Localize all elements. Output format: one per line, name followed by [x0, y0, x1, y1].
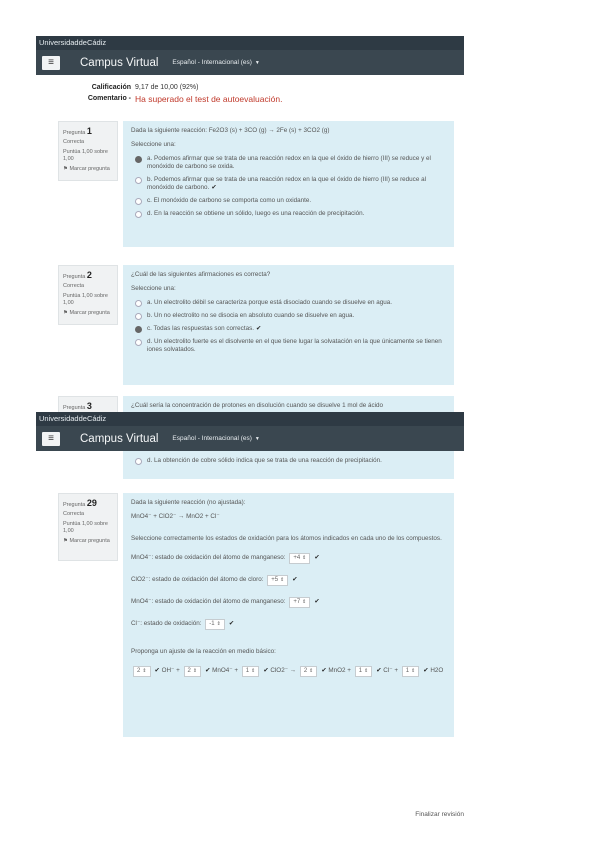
- grade-value: 9,17 de 10,00 (92%): [135, 84, 199, 91]
- oxidation-select-3[interactable]: +7 ⇕: [289, 597, 310, 608]
- question-state: Correcta: [63, 139, 85, 145]
- coef-select-4[interactable]: 2 ⇕: [300, 666, 318, 677]
- comment-value: Ha superado el test de autoevaluación.: [135, 93, 283, 104]
- screenshot-top: [36, 36, 464, 412]
- check-icon: ✔: [423, 667, 429, 674]
- university-logo[interactable]: UniversidaddeCádiz: [39, 38, 107, 47]
- check-icon: ✔: [205, 667, 211, 674]
- question-prompt: Seleccione una:: [131, 141, 176, 148]
- university-logo[interactable]: UniversidaddeCádiz: [39, 414, 107, 423]
- answer-option-a[interactable]: a. Podemos afirmar que se trata de una reacción redox en la que el óxido de hierro (III) se reduce y el monóxido de carbono se oxida.: [131, 155, 446, 171]
- radio[interactable]: [135, 177, 142, 184]
- grade-label: Calificación: [91, 84, 131, 91]
- oxidation-row-3: MnO4⁻: estado de oxidación del átomo de manganeso: +7 ⇕ ✔: [131, 597, 446, 608]
- check-icon: ✔: [211, 184, 217, 191]
- oxidation-select-2[interactable]: +5 ⇕: [267, 575, 288, 586]
- oxidation-select-4[interactable]: -1 ⇕: [205, 619, 225, 630]
- oxidation-row-2: ClO2⁻: estado de oxidación del átomo de cloro: +5 ⇕ ✔: [131, 575, 446, 586]
- question-text: Dada la siguiente reacción: Fe2O3 (s) + 3CO (g) → 2Fe (s) + 3CO2 (g): [131, 127, 330, 134]
- navbar: [36, 426, 464, 451]
- screenshot-bottom: [36, 412, 464, 818]
- answer-option-c[interactable]: c. El monóxido de carbono se comporta como un oxidante.: [131, 197, 446, 205]
- coef-select-1[interactable]: 2 ⇕: [133, 666, 151, 677]
- coef-select-3[interactable]: 1 ⇕: [242, 666, 260, 677]
- question-number: Pregunta 1: [63, 126, 92, 136]
- question-grade: Puntúa 1,00 sobre 1,00: [63, 521, 108, 534]
- oxidation-select-1[interactable]: +4 ⇕: [289, 553, 310, 564]
- answer-option-a[interactable]: a. Un electrolito débil se caracteriza porque está disociado cuando se disuelve en agua.: [131, 299, 446, 307]
- radio[interactable]: [135, 458, 142, 465]
- answer-option-d[interactable]: d. Un electrolito fuerte es el disolvente en el que tiene lugar la solvatación en la que únicamente se tienen iones solvatados.: [131, 338, 446, 354]
- oxidation-row-4: Cl⁻: estado de oxidación: -1 ⇕ ✔: [131, 619, 446, 630]
- oxidation-row-1: MnO4⁻: estado de oxidación del átomo de manganeso: +4 ⇕ ✔: [131, 553, 446, 564]
- check-icon: ✔: [321, 667, 327, 674]
- radio[interactable]: [135, 339, 142, 346]
- question-number: Pregunta 2: [63, 270, 92, 280]
- quiz-summary: [36, 82, 464, 104]
- navbar: [36, 50, 464, 75]
- comment-label: Comentario -: [87, 95, 131, 102]
- question-state: Correcta: [63, 283, 85, 289]
- question-body: [123, 451, 454, 479]
- question-info: [58, 265, 118, 325]
- university-bar: [36, 412, 464, 426]
- balance-prompt: Proponga un ajuste de la reacción en medio básico:: [131, 648, 276, 655]
- balance-equation: 2 ⇕ ✔ OH⁻ + 2 ⇕ ✔ MnO4⁻ + 1 ⇕ ✔ ClO2⁻ → 2 ⇕ ✔ MnO2 + 1 ⇕ ✔ Cl⁻ + 1 ⇕ ✔ H2O: [131, 664, 446, 678]
- radio-selected[interactable]: [135, 156, 142, 163]
- question-info: [58, 121, 118, 181]
- brand-title[interactable]: Campus Virtual: [80, 56, 159, 69]
- language-selector[interactable]: Español - Internacional (es) ▼: [172, 435, 260, 442]
- question-text: ¿Cuál de las siguientes afirmaciones es correcta?: [131, 271, 271, 278]
- flag-question-link[interactable]: ⚑ Marcar pregunta: [63, 538, 110, 544]
- question-body: [123, 265, 454, 385]
- check-icon: ✔: [314, 554, 320, 561]
- question-prompt: Seleccione una:: [131, 285, 176, 292]
- radio[interactable]: [135, 313, 142, 320]
- check-icon: ✔: [376, 667, 382, 674]
- check-icon: ✔: [255, 325, 262, 332]
- brand-title[interactable]: Campus Virtual: [80, 432, 159, 445]
- caret-down-icon: ▼: [254, 60, 260, 66]
- flag-question-link[interactable]: ⚑ Marcar pregunta: [63, 166, 110, 172]
- radio-selected[interactable]: [135, 326, 142, 333]
- answer-option-d[interactable]: d. En la reacción se obtiene un sólido, luego es una reacción de precipitación.: [131, 210, 446, 218]
- answer-option-d[interactable]: d. La obtención de cobre sólido indica que se trata de una reacción de precipitación.: [131, 457, 446, 465]
- menu-icon[interactable]: ≡: [42, 56, 60, 70]
- check-icon: ✔: [314, 598, 320, 605]
- check-icon: ✔: [228, 620, 235, 627]
- radio[interactable]: [135, 211, 142, 218]
- select-arrows-icon: ⇕: [302, 555, 307, 561]
- select-arrows-icon: ⇕: [216, 621, 221, 627]
- question-info: [58, 493, 118, 561]
- finish-review-link[interactable]: Finalizar revisión: [415, 811, 464, 818]
- check-icon: ✔: [292, 576, 298, 583]
- question-text: Dada la siguiente reacción (no ajustada):: [131, 499, 246, 506]
- select-arrows-icon: ⇕: [302, 599, 307, 605]
- university-bar: [36, 36, 464, 50]
- question-body: [123, 121, 454, 247]
- question-number: Pregunta 3: [63, 401, 92, 411]
- caret-down-icon: ▼: [254, 436, 260, 442]
- answer-option-b[interactable]: b. Podemos afirmar que se trata de una reacción redox en la que el óxido de hierro (III) se reduce al monóxido de carbono. ✔: [131, 176, 446, 192]
- question-grade: Puntúa 1,00 sobre 1,00: [63, 293, 108, 306]
- radio[interactable]: [135, 198, 142, 205]
- select-arrows-icon: ⇕: [280, 577, 285, 583]
- language-selector[interactable]: Español - Internacional (es) ▼: [172, 59, 260, 66]
- answer-option-b[interactable]: b. Un no electrolito no se disocia en absoluto cuando se disuelve en agua.: [131, 312, 446, 320]
- flag-question-link[interactable]: ⚑ Marcar pregunta: [63, 310, 110, 316]
- flag-icon: ⚑: [63, 538, 68, 544]
- question-text: ¿Cuál sería la concentración de protones en disolución cuando se disuelve 1 mol de ácido: [131, 402, 384, 409]
- reaction-equation: MnO4⁻ + ClO2⁻ → MnO2 + Cl⁻: [131, 513, 220, 520]
- coef-select-5[interactable]: 1 ⇕: [355, 666, 373, 677]
- answer-option-c[interactable]: c. Todas las respuestas son correctas. ✔: [131, 325, 446, 333]
- question-body: [123, 493, 454, 737]
- menu-icon[interactable]: ≡: [42, 432, 60, 446]
- question-state: Correcta: [63, 511, 85, 517]
- check-icon: ✔: [154, 667, 160, 674]
- radio[interactable]: [135, 300, 142, 307]
- flag-icon: ⚑: [63, 166, 68, 172]
- flag-icon: ⚑: [63, 310, 68, 316]
- coef-select-2[interactable]: 2 ⇕: [184, 666, 202, 677]
- coef-select-6[interactable]: 1 ⇕: [402, 666, 420, 677]
- question-grade: Puntúa 1,00 sobre 1,00: [63, 149, 108, 162]
- instruction-text: Seleccione correctamente los estados de oxidación para los átomos indicados en cada uno de los compuestos.: [131, 535, 442, 542]
- check-icon: ✔: [263, 667, 269, 674]
- question-number: Pregunta 29: [63, 498, 97, 508]
